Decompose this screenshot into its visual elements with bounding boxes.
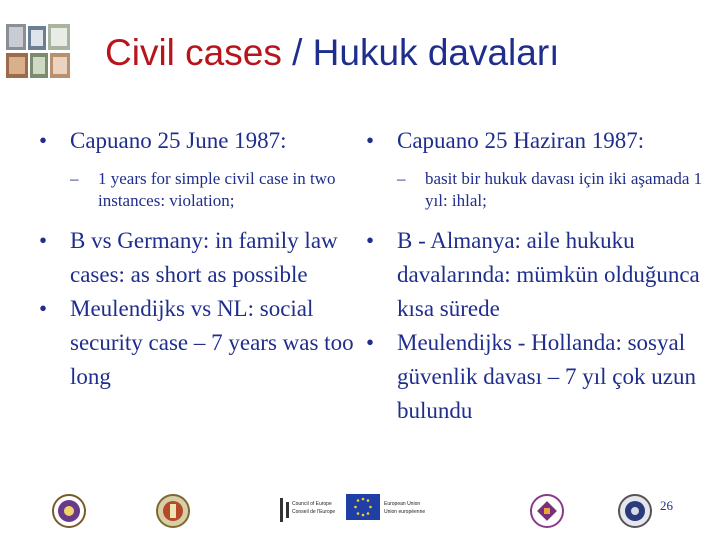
title-turkish: Hukuk davaları	[312, 32, 560, 73]
footer-logos	[0, 490, 720, 530]
eu-label	[384, 500, 425, 516]
ministry-seal-icon	[156, 494, 190, 528]
dash-marker: –	[397, 169, 406, 188]
coe-mark-icon	[278, 496, 292, 524]
council-of-europe-logo	[278, 496, 348, 526]
list-item	[28, 292, 358, 394]
coe-french-label: Conseil de l'Europe	[292, 509, 336, 515]
bullet-text: Meulendijks - Hollanda: sosyal güvenlik davası – 7 yıl çok uzun bulundu	[397, 330, 696, 423]
list-item	[355, 224, 717, 326]
eu-english-label: European Union	[384, 501, 421, 507]
bullet-text: Capuano 25 Haziran 1987:	[397, 128, 645, 153]
bullet-text: B vs Germany: in family law cases: as short as possible	[70, 228, 338, 287]
eu-french-label: Union européenne	[384, 509, 426, 515]
list-item	[355, 326, 717, 428]
turkish-column	[355, 124, 717, 428]
sub-list-item	[355, 168, 717, 212]
title-separator: /	[281, 32, 313, 73]
bullet-text: Capuano 25 June 1987:	[70, 128, 287, 153]
bullet-marker: •	[365, 228, 375, 253]
building-photos-logo	[4, 22, 72, 80]
turkish-court-seal-icon	[52, 494, 86, 528]
bullet-marker: •	[38, 296, 48, 321]
bullet-marker: •	[365, 128, 375, 153]
bullet-text: Meulendijks vs NL: social security case – 7 years was too long	[70, 296, 354, 389]
justice-academy-seal-icon	[530, 494, 564, 528]
sub-item-text: 1 years for simple civil case in two instances: violation;	[98, 169, 336, 210]
judiciary-seal-icon	[618, 494, 652, 528]
title-english: Civil cases	[105, 32, 282, 73]
dash-marker: –	[70, 169, 79, 188]
list-item	[355, 124, 717, 158]
bullet-marker: •	[365, 330, 375, 355]
list-item	[28, 224, 358, 292]
bullet-marker: •	[38, 128, 48, 153]
english-column	[28, 124, 358, 394]
eu-flag-icon	[346, 494, 380, 520]
list-item	[28, 124, 358, 158]
sub-list-item	[28, 168, 358, 212]
page-number: 26	[660, 498, 673, 513]
coe-english-label: Council of Europe	[292, 501, 332, 507]
bullet-text: B - Almanya: aile hukuku davalarında: mümkün olduğunca kısa sürede	[397, 228, 700, 321]
bullet-marker: •	[38, 228, 48, 253]
sub-item-text: basit bir hukuk davası için iki aşamada 1 yıl: ihlal;	[425, 169, 703, 210]
page-title	[105, 34, 559, 71]
